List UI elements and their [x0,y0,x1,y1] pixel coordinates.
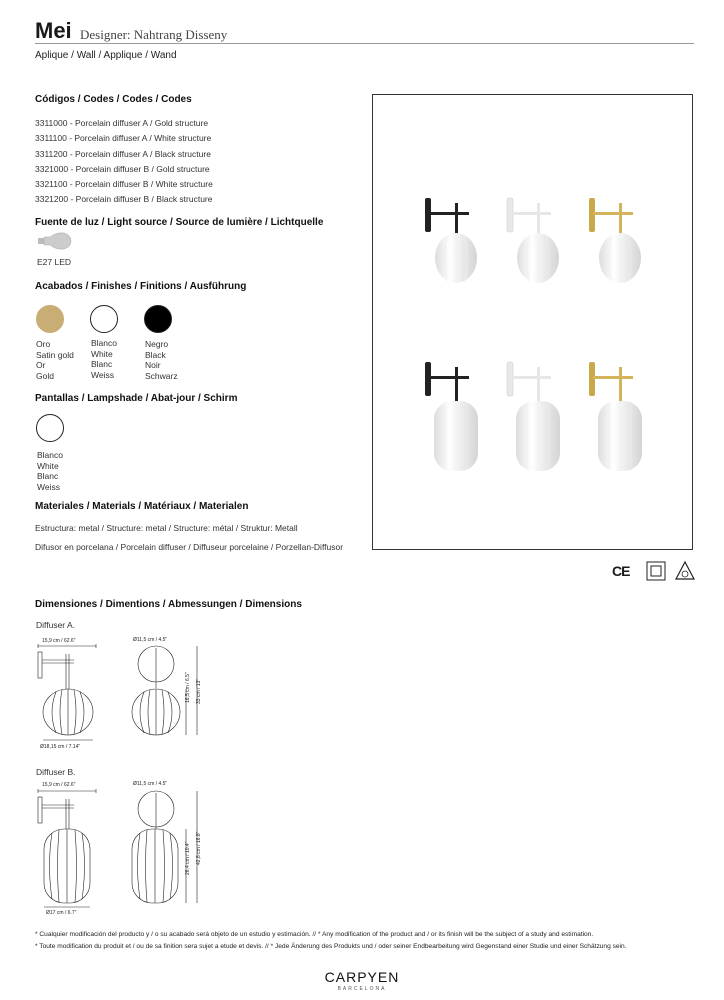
diffuser-b-diameter: Ø17 cm / 6.7" [46,910,77,916]
lampshade-heading: Pantallas / Lampshade / Abat-jour / Schirm [35,393,238,404]
diffuser-a-label: Diffuser A. [36,620,76,630]
code-item: 3311000 - Porcelain diffuser A / Gold structure [35,118,209,128]
code-item: 3311200 - Porcelain diffuser A / Black structure [35,148,211,159]
light-source-heading: Fuente de luz / Light source / Source de lumière / Lichtquelle [35,217,324,228]
class-ii-icon [646,561,666,581]
diffuser-a-diameter: Ø18,15 cm / 7.14" [40,744,81,750]
brand-city: BARCELONA [337,986,387,992]
diffuser-a-width: 15,9 cm / 62.6" [42,638,76,644]
diffuser-a-height-shade: 16,5 cm / 6.5" [185,672,191,703]
materials-heading: Materiales / Materials / Matériaux / Materialen [35,501,249,512]
brand-logo: CARPYEN [324,969,400,985]
bulb-icon [36,231,72,251]
finish-white-labels: Blanco White Blanc Weiss [91,338,117,380]
header-divider [35,43,694,44]
gold-swatch [36,305,64,333]
finish-gold-labels: Oro Satin gold Or Gold [36,339,74,381]
product-photo [372,94,693,550]
diffuser-a-drawing [34,644,204,744]
diffuser-b-height-total: 42,8 cm / 16.8" [196,831,202,865]
designer-credit: Designer: Nahtrang Disseny [80,27,228,42]
materials-diffuser: Difusor en porcelana / Porcelain diffuser / Diffuseur porcelaine / Porzellan-Diffusor [35,542,344,552]
footnote-line-1: * Cualquier modificación del producto y / o su acabado será objeto de un estudio y estimación. // * Any modification of the product and / or its finish will be the subject of a study and estimation. [35,931,594,938]
black-swatch [144,305,172,333]
lamp-b-white [507,362,560,471]
safety-certification-icon [674,560,696,582]
materials-structure: Estructura: metal / Structure: metal / Structure: métal / Struktur: Metall [35,523,298,533]
lamp-a-gold [589,198,641,283]
lamp-b-gold [589,362,642,471]
code-item: 3321200 - Porcelain diffuser B / Black structure [35,194,213,205]
shade-white-labels: Blanco White Blanc Weiss [37,450,63,492]
code-item: 3321100 - Porcelain diffuser B / White structure [35,179,213,190]
bulb-label: E27 LED [37,257,72,267]
product-type: Aplique / Wall / Applique / Wand [35,50,177,61]
codes-list [35,116,213,208]
dimensions-heading: Dimensiones / Dimentions / Abmessungen / Dimensions [35,599,302,610]
finish-black-labels: Negro Black Noir Schwarz [145,339,178,381]
finish-white [90,305,118,333]
shade-white [36,414,64,442]
white-swatch [90,305,118,333]
diffuser-b-plate: Ø11,5 cm / 4.5" [133,781,168,787]
diffuser-b-label: Diffuser B. [36,767,76,777]
diffuser-b-height-shade: 26,4 cm / 10.4" [185,841,191,875]
product-title: Mei [35,18,72,43]
diffuser-a-height-total: 33 cm / 13" [196,678,202,704]
code-item: 3311100 - Porcelain diffuser A / White structure [35,133,212,144]
finishes-heading: Acabados / Finishes / Finitions / Ausführung [35,281,247,292]
shade-white-swatch [36,414,64,442]
finish-gold [36,305,64,333]
diffuser-b-width: 15,9 cm / 62.6" [42,782,76,788]
finish-black [144,305,172,333]
footnote-line-2: * Toute modification du produit et / ou de sa finition sera sujet a etude et devis. // * Jede Änderung des Produkts und / oder seiner Endbearbeitung wird Gegenstand einer Studie und einer Schätzung sein. [35,943,627,950]
codes-heading: Códigos / Codes / Codes / Codes [35,94,192,105]
ce-mark-icon: CE [612,563,630,579]
lamp-b-black [425,362,478,471]
lamp-photo-illustration [373,95,692,549]
diffuser-a-plate: Ø11,5 cm / 4.5" [133,637,168,643]
lamp-a-black [425,198,477,283]
diffuser-b-drawing [34,789,204,909]
code-item: 3321000 - Porcelain diffuser B / Gold structure [35,163,210,174]
lamp-a-white [507,198,559,283]
